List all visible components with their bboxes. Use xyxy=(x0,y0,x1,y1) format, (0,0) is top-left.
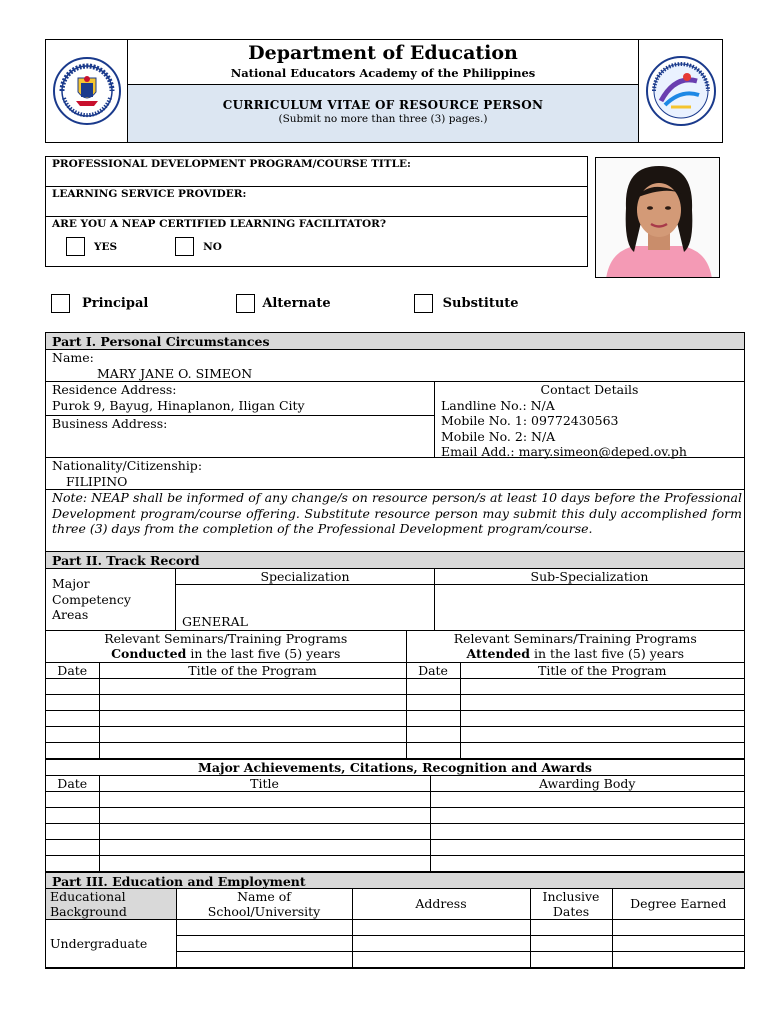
educational-background-header: Educational Background xyxy=(46,889,176,920)
table-cell[interactable] xyxy=(46,710,99,726)
course-title-row[interactable] xyxy=(46,157,587,187)
specialization-cell[interactable] xyxy=(176,585,434,630)
sub-specialization-cell[interactable] xyxy=(435,585,744,630)
role-alternate[interactable] xyxy=(236,294,330,313)
conducted-date-header: Date xyxy=(46,662,99,678)
form-title-band xyxy=(128,84,638,142)
table-row xyxy=(46,742,744,758)
header-titles xyxy=(128,40,638,142)
table-row xyxy=(46,710,744,726)
table-cell[interactable] xyxy=(46,678,99,694)
table-cell[interactable] xyxy=(530,920,612,936)
specialization-label: Specialization xyxy=(176,569,434,585)
undergraduate-label: Undergraduate xyxy=(46,920,176,968)
mobile2-value: Mobile No. 2: N/A xyxy=(441,428,556,444)
table-cell[interactable] xyxy=(530,936,612,952)
school-header: Name of School/University xyxy=(176,889,352,920)
form-title: CURRICULUM VITAE OF RESOURCE PERSON xyxy=(222,98,544,112)
table-cell[interactable] xyxy=(46,823,99,839)
alternate-label: Alternate xyxy=(262,296,331,311)
provider-row[interactable] xyxy=(46,187,587,217)
table-cell[interactable] xyxy=(99,855,430,871)
residence-cell[interactable] xyxy=(46,382,434,416)
business-cell[interactable] xyxy=(46,416,434,457)
table-cell[interactable] xyxy=(46,742,99,758)
note-text: Note: NEAP shall be informed of any change/s on resource person/s at least 10 days before the Professional Development program/course offering. Substitute resource person may submit this duly accomplished form three (3) days from the completion of the Professional Development program/course. xyxy=(46,490,744,552)
part3-heading: Part III. Education and Employment xyxy=(46,872,744,889)
name-row[interactable] xyxy=(46,350,744,382)
substitute-checkbox[interactable] xyxy=(414,294,433,313)
table-row xyxy=(46,855,744,871)
address-header: Address xyxy=(352,889,530,920)
role-principal[interactable] xyxy=(51,294,148,313)
nationality-row[interactable] xyxy=(46,458,744,490)
awarding-body-header: Awarding Body xyxy=(430,775,744,791)
table-cell[interactable] xyxy=(176,936,352,952)
degree-header: Degree Earned xyxy=(612,889,744,920)
program-info-box xyxy=(45,156,588,267)
course-title-label: PROFESSIONAL DEVELOPMENT PROGRAM/COURSE TITLE: xyxy=(52,158,411,170)
table-cell[interactable] xyxy=(430,839,744,855)
attended-bold: Attended xyxy=(466,646,530,661)
table-cell[interactable] xyxy=(352,952,530,968)
attended-years: in the last five (5) years xyxy=(529,646,685,661)
inclusive-dates-header: Inclusive Dates xyxy=(530,889,612,920)
specialization-col xyxy=(176,569,435,630)
table-cell[interactable] xyxy=(430,807,744,823)
role-options xyxy=(51,294,519,313)
achievement-title-header: Title xyxy=(99,775,430,791)
table-cell[interactable] xyxy=(99,791,430,807)
table-cell[interactable] xyxy=(99,839,430,855)
no-label: NO xyxy=(203,240,222,253)
attended-header xyxy=(406,631,744,662)
table-row xyxy=(46,823,744,839)
table-cell[interactable] xyxy=(430,855,744,871)
table-cell[interactable] xyxy=(460,710,744,726)
table-cell[interactable] xyxy=(406,710,460,726)
attended-title-header: Title of the Program xyxy=(460,662,744,678)
table-cell[interactable] xyxy=(406,742,460,758)
table-cell[interactable] xyxy=(99,823,430,839)
seminars-table xyxy=(46,631,744,759)
sub-specialization-col xyxy=(435,569,744,630)
form-subtitle: (Submit no more than three (3) pages.) xyxy=(278,113,488,125)
table-cell[interactable] xyxy=(430,823,744,839)
sub-specialization-label: Sub-Specialization xyxy=(435,569,744,585)
table-cell[interactable] xyxy=(46,839,99,855)
table-cell[interactable] xyxy=(406,694,460,710)
table-row xyxy=(46,920,744,936)
table-cell[interactable] xyxy=(176,952,352,968)
neap-question-row xyxy=(46,217,587,257)
table-cell[interactable] xyxy=(99,678,406,694)
form-header xyxy=(45,39,723,143)
table-row xyxy=(46,726,744,742)
table-cell[interactable] xyxy=(460,742,744,758)
table-cell[interactable] xyxy=(99,807,430,823)
department-title: Department of Education xyxy=(248,42,518,64)
conducted-title-header: Title of the Program xyxy=(99,662,406,678)
contact-cell[interactable] xyxy=(435,382,744,457)
table-row xyxy=(46,839,744,855)
table-row xyxy=(46,807,744,823)
table-cell[interactable] xyxy=(352,936,530,952)
name-label: Name: xyxy=(52,350,94,365)
table-row xyxy=(46,694,744,710)
address-contact-row xyxy=(46,382,744,458)
yes-checkbox[interactable] xyxy=(66,237,85,256)
email-value: Email Add.: mary.simeon@deped.ov.ph xyxy=(441,444,687,459)
nationality-value: FILIPINO xyxy=(66,473,128,489)
table-cell[interactable] xyxy=(430,791,744,807)
residence-label: Residence Address: xyxy=(52,382,177,397)
table-cell[interactable] xyxy=(460,726,744,742)
provider-label: LEARNING SERVICE PROVIDER: xyxy=(52,188,247,200)
table-cell[interactable] xyxy=(99,726,406,742)
yes-label: YES xyxy=(94,240,118,253)
table-cell[interactable] xyxy=(46,807,99,823)
table-cell[interactable] xyxy=(406,678,460,694)
table-cell[interactable] xyxy=(406,726,460,742)
competency-label: Major Competency Areas xyxy=(46,569,176,630)
residence-value: Purok 9, Bayug, Hinaplanon, Iligan City xyxy=(52,397,305,413)
table-cell[interactable] xyxy=(530,952,612,968)
table-cell[interactable] xyxy=(460,694,744,710)
specialization-value: GENERAL xyxy=(182,613,248,629)
table-row xyxy=(46,791,744,807)
competency-row xyxy=(46,569,744,631)
table-cell[interactable] xyxy=(612,936,744,952)
neap-seal-cell xyxy=(638,40,722,142)
mobile1-value: Mobile No. 1: 09772430563 xyxy=(441,413,619,428)
contact-header: Contact Details xyxy=(540,382,639,397)
table-cell[interactable] xyxy=(99,694,406,710)
table-cell[interactable] xyxy=(46,726,99,742)
attended-seminars-label: Relevant Seminars/Training Programs xyxy=(453,631,697,646)
conducted-bold: Conducted xyxy=(111,646,187,661)
profile-photo xyxy=(595,157,720,278)
table-cell[interactable] xyxy=(612,952,744,968)
table-cell[interactable] xyxy=(46,855,99,871)
part1-heading: Part I. Personal Circumstances xyxy=(46,333,744,350)
achievements-table xyxy=(46,759,744,872)
table-cell[interactable] xyxy=(99,742,406,758)
cv-sheet xyxy=(45,332,745,969)
landline-value: Landline No.: N/A xyxy=(441,397,555,413)
principal-checkbox[interactable] xyxy=(51,294,70,313)
person-photo-icon xyxy=(596,158,720,278)
table-row xyxy=(46,678,744,694)
conducted-years: in the last five (5) years xyxy=(186,646,341,661)
no-checkbox[interactable] xyxy=(175,237,194,256)
table-cell[interactable] xyxy=(612,920,744,936)
conducted-seminars-label: Relevant Seminars/Training Programs xyxy=(104,631,348,646)
attended-date-header: Date xyxy=(406,662,460,678)
table-cell[interactable] xyxy=(352,920,530,936)
alternate-checkbox[interactable] xyxy=(236,294,255,313)
principal-label: Principal xyxy=(82,296,149,311)
table-cell[interactable] xyxy=(46,694,99,710)
nationality-label: Nationality/Citizenship: xyxy=(52,458,203,473)
deped-seal-icon xyxy=(52,56,122,126)
conducted-header xyxy=(46,631,406,662)
table-cell[interactable] xyxy=(99,710,406,726)
part2-heading: Part II. Track Record xyxy=(46,552,744,569)
achievement-date-header: Date xyxy=(46,775,99,791)
neap-seal-icon xyxy=(645,55,717,127)
role-substitute[interactable] xyxy=(414,294,519,313)
deped-seal-cell xyxy=(46,40,128,142)
education-table xyxy=(46,889,744,969)
table-cell[interactable] xyxy=(46,791,99,807)
neap-question-label: ARE YOU A NEAP CERTIFIED LEARNING FACILITATOR? xyxy=(52,218,387,230)
business-label: Business Address: xyxy=(52,416,168,431)
achievements-header: Major Achievements, Citations, Recognition and Awards xyxy=(46,759,744,775)
table-cell[interactable] xyxy=(176,920,352,936)
name-value: MARY JANE O. SIMEON xyxy=(97,365,253,381)
substitute-label: Substitute xyxy=(442,296,519,311)
table-cell[interactable] xyxy=(460,678,744,694)
academy-name: National Educators Academy of the Philippines xyxy=(230,66,536,80)
